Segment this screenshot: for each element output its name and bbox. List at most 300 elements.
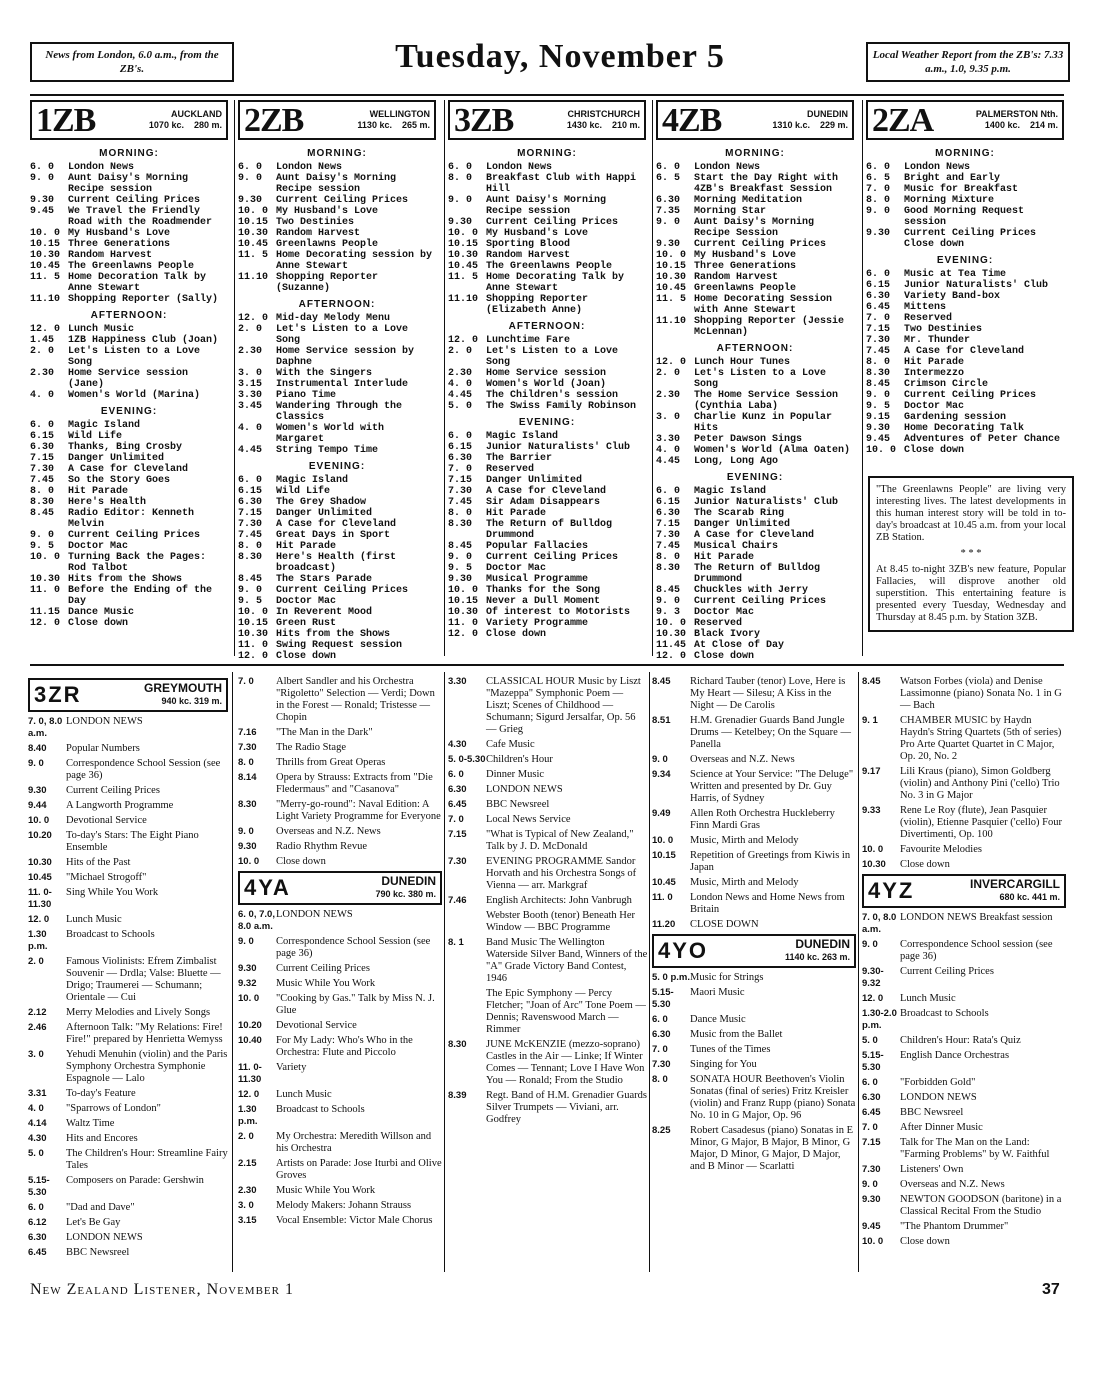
- programme-title: Home Decorating session by Anne Stewart: [276, 250, 433, 272]
- programme-time: 6.30: [30, 442, 55, 453]
- programme-time: 10.30: [28, 857, 52, 868]
- programme-time: 10. 0: [656, 250, 687, 261]
- programme-item: [28, 830, 228, 854]
- column-divider: [862, 100, 863, 656]
- programme-title: To-day's Stars: The Eight Piano Ensemble: [66, 830, 199, 853]
- programme-time: 2. 0: [30, 346, 55, 357]
- programme-item: [238, 497, 436, 508]
- programme-title: Let's Listen to a Love Song: [68, 346, 201, 368]
- programme-time: 10.40: [238, 1035, 262, 1046]
- programme-time: 9. 1: [862, 715, 878, 726]
- programme-item: [30, 250, 228, 261]
- programme-item: [30, 618, 228, 629]
- programme-title: Current Ceiling Prices: [68, 530, 201, 541]
- programme-time: 11.10: [448, 294, 479, 305]
- programme-title: LONDON NEWS: [276, 909, 353, 920]
- programme-title: A Langworth Programme: [66, 800, 174, 811]
- programme-item: [656, 596, 854, 607]
- programme-item: [28, 1133, 228, 1145]
- programme-time: 2.30: [448, 368, 473, 379]
- programme-time: 9. 5: [866, 401, 891, 412]
- notice-paragraph: At 8.45 to-night 3ZB's new feature, Popular Fallacies, will disprove another old superstition. This entertaining feature is presented every Tuesday, Wednesday and Thursday at 8.45 p.m. by Station 3ZB.: [876, 564, 1066, 623]
- programme-time: 10. 0: [30, 228, 61, 239]
- programme-time: 6. 0: [238, 162, 263, 173]
- programme-title: CLOSE DOWN: [690, 919, 759, 930]
- programme-item: [28, 857, 228, 869]
- zb-station-column: [448, 100, 646, 660]
- programme-title: My Husband's Love: [68, 228, 171, 239]
- programme-time: 12. 0: [448, 629, 479, 640]
- programme-title: Long, Long Ago: [694, 456, 779, 467]
- programme-title: The Home Service Session (Cynthia Laba): [694, 390, 839, 412]
- programme-item: [28, 800, 228, 812]
- programme-title: Waltz Time: [66, 1118, 115, 1129]
- programme-item: [448, 486, 646, 497]
- programme-title: Random Harvest: [68, 250, 153, 261]
- programme-item: [238, 368, 436, 379]
- station-frequency: 680 kc. 441 m.: [999, 892, 1060, 902]
- programme-time: 10.45: [30, 261, 61, 272]
- programme-title: Charlie Kunz in Popular Hits: [694, 412, 833, 434]
- programme-title: Variety: [276, 1062, 307, 1073]
- programme-item: [448, 239, 646, 250]
- wavelength: 214 m.: [1029, 120, 1058, 130]
- programme-item: [28, 1103, 228, 1115]
- programme-time: 8.30: [238, 799, 257, 810]
- station-callsign: 3ZR: [34, 682, 82, 707]
- programme-title: Variety Band-box: [904, 291, 1001, 302]
- programme-time: 8.40: [28, 743, 47, 754]
- programme-title: Greenlawns People: [276, 239, 379, 250]
- programme-time: 7. 0: [652, 1044, 668, 1055]
- programme-title: Shopping Reporter (Jessie McLennan): [694, 316, 845, 338]
- programme-title: Radio Editor: Kenneth Melvin: [68, 508, 195, 530]
- programme-item: [866, 335, 1064, 346]
- programme-time: 10.30: [448, 250, 479, 261]
- programme-time: 10.15: [448, 239, 479, 250]
- programme-title: Popular Numbers: [66, 743, 140, 754]
- section-heading: MORNING:: [517, 148, 577, 159]
- programme-item: [28, 815, 228, 827]
- programme-title: Music for Breakfast: [904, 184, 1019, 195]
- programme-title: "Forbidden Gold": [900, 1077, 976, 1088]
- programme-item: [862, 766, 1066, 802]
- programme-title: English Dance Orchestras: [900, 1050, 1010, 1061]
- programme-item: [448, 676, 648, 736]
- programme-time: 6.12: [28, 1217, 47, 1228]
- programme-title: Danger Unlimited: [68, 453, 165, 464]
- programme-title: Shopping Reporter (Suzanne): [276, 272, 379, 294]
- programme-title: Lunch Hour Tunes: [694, 357, 791, 368]
- programme-title: Aunt Daisy's Morning Recipe Session: [694, 217, 815, 239]
- programme-time: 2. 0: [238, 1131, 254, 1142]
- programme-title: Good Morning Request session: [904, 206, 1025, 228]
- programme-title: Green Rust: [276, 618, 337, 629]
- programme-item: [448, 937, 648, 985]
- programme-title: The Children's Hour: Streamline Fairy Tales: [66, 1148, 228, 1171]
- station-city: DUNEDIN: [806, 109, 848, 119]
- station-header: [30, 100, 228, 140]
- programme-time: 10. 0: [652, 835, 674, 846]
- programme-item: [238, 272, 436, 294]
- programme-time: 2.30: [238, 346, 263, 357]
- programme-item: [30, 508, 228, 530]
- programme-title: BBC Newsreel: [486, 799, 550, 810]
- programme-title: Variety Programme: [486, 618, 589, 629]
- programme-time: 8. 0: [30, 486, 55, 497]
- section-heading: MORNING:: [935, 148, 995, 159]
- programme-title: Junior Naturalists' Club: [486, 442, 631, 453]
- programme-title: My Orchestra: Meredith Willson and his Orchestra: [276, 1131, 432, 1154]
- programme-item: [238, 651, 436, 660]
- programme-item: [448, 910, 648, 934]
- section-rule: [30, 664, 1064, 666]
- programme-time: 9. 0: [28, 758, 44, 769]
- programme-item: [656, 651, 854, 660]
- programme-title: Afternoon Talk: "My Relations: Fire! Fire!" prepared by Henrietta Wemyss: [66, 1022, 223, 1045]
- programme-title: LONDON NEWS: [900, 1092, 977, 1103]
- zb-station-column: [238, 100, 436, 660]
- programme-time: 6. 0: [866, 162, 891, 173]
- programme-title: LONDON NEWS: [66, 1232, 143, 1243]
- programme-title: The Radio Stage: [276, 742, 346, 753]
- programme-time: 9. 0: [656, 596, 681, 607]
- programme-title: Home Decorating Session with Anne Stewart: [694, 294, 833, 316]
- programme-item: [448, 769, 648, 781]
- programme-time: 6.45: [862, 1107, 881, 1118]
- programme-title: Lunchtime Fare: [486, 335, 571, 346]
- programme-title: Melody Makers: Johann Strauss: [276, 1200, 412, 1211]
- programme-item: [28, 1232, 228, 1244]
- programme-time: 7. 0: [238, 676, 254, 687]
- programme-title: Music at Tea Time: [904, 269, 1007, 280]
- programme-item: [656, 294, 854, 316]
- station-banner: [862, 874, 1066, 908]
- programme-item: [862, 966, 1066, 990]
- programme-title: Wandering Through the Classics: [276, 401, 403, 423]
- programme-time: 12. 0: [238, 651, 269, 660]
- programme-title: Reserved: [904, 313, 953, 324]
- programme-item: [862, 676, 1066, 712]
- programme-title: Let's Be Gay: [66, 1217, 121, 1228]
- programme-title: The Greenlawns People: [486, 261, 613, 272]
- programme-item: [656, 629, 854, 640]
- programme-item: [656, 486, 854, 497]
- programme-title: Reserved: [486, 464, 535, 475]
- programme-time: 8.45: [866, 379, 891, 390]
- programme-item: [28, 1088, 228, 1100]
- programme-item: [652, 1059, 856, 1071]
- programme-time: 6.15: [30, 431, 55, 442]
- programme-time: 7.45: [238, 530, 263, 541]
- programme-time: 2.30: [30, 368, 55, 379]
- programme-title: BBC Newsreel: [66, 1247, 130, 1258]
- programme-title: A Case for Cleveland: [486, 486, 607, 497]
- programme-time: 9.30: [448, 574, 473, 585]
- programme-item: [238, 963, 442, 975]
- programme-item: [656, 618, 854, 629]
- programme-title: LONDON NEWS Breakfast session: [900, 912, 1053, 923]
- station-frequency: [101, 120, 222, 131]
- programme-item: [656, 519, 854, 530]
- wavelength: 229 m.: [819, 120, 848, 130]
- programme-title: Never a Dull Moment: [486, 596, 601, 607]
- footer-publication: New Zealand Listener, November 1: [30, 1281, 294, 1298]
- programme-time: 2.30: [238, 1185, 257, 1196]
- programme-title: Robert Casadesus (piano) Sonatas in E Minor, G Major, B Major, B Minor, G Major, D Minor, G Major, D Major, and B Minor — Scarlatti: [690, 1125, 854, 1172]
- programme-time: 10. 0: [866, 445, 897, 456]
- programme-time: 2.46: [28, 1022, 47, 1033]
- programme-title: Current Ceiling Prices: [66, 785, 160, 796]
- programme-time: 3. 0: [238, 1200, 254, 1211]
- programme-time: 10.45: [656, 283, 687, 294]
- programme-time: 7.45: [30, 475, 55, 486]
- programme-title: Hit Parade: [694, 552, 755, 563]
- programme-title: Doctor Mac: [276, 596, 337, 607]
- programme-time: 9.30-9.32: [862, 966, 884, 989]
- programme-item: [448, 563, 646, 574]
- programme-time: 10.45: [238, 239, 269, 250]
- programme-item: [30, 497, 228, 508]
- programme-item: [448, 379, 646, 390]
- programme-item: [862, 1122, 1066, 1134]
- programme-item: [866, 206, 1064, 228]
- programme-item: [866, 195, 1064, 206]
- programme-item: [656, 607, 854, 618]
- programme-title: Breakfast Club with Happi Hill: [486, 173, 637, 195]
- programme-item: [238, 1200, 442, 1212]
- programme-time: 3.30: [448, 676, 467, 687]
- programme-item: [238, 1104, 442, 1128]
- programme-item: [652, 808, 856, 832]
- programme-title: The Return of Bulldog Drummond: [694, 563, 821, 585]
- section-heading: EVENING:: [726, 472, 784, 483]
- programme-title: Music, Mirth and Melody: [690, 877, 799, 888]
- programme-time: 9. 5: [30, 541, 55, 552]
- programme-title: Current Ceiling Prices: [276, 195, 409, 206]
- programme-title: The Return of Bulldog Drummond: [486, 519, 613, 541]
- programme-item: [866, 423, 1064, 434]
- programme-title: Start the Day Right with 4ZB's Breakfast Session: [694, 173, 839, 195]
- programme-title: Junior Naturalists' Club: [694, 497, 839, 508]
- programme-item: [448, 368, 646, 379]
- programme-time: 11. 5: [656, 294, 687, 305]
- programme-time: 7.15: [238, 508, 263, 519]
- programme-item: [862, 1008, 1066, 1032]
- programme-item: [656, 261, 854, 272]
- programme-title: Famous Violinists: Efrem Zimbalist Souvenir — Drdla; Valse: Bluette — Drigo; Traumerei — Schumann; Orientale — Cui: [66, 956, 221, 1003]
- column-divider: [649, 672, 650, 1272]
- programme-item: [30, 294, 228, 305]
- programme-item: [30, 346, 228, 368]
- programme-title: Magic Island: [694, 486, 767, 497]
- programme-time: 8.45: [238, 574, 263, 585]
- programme-title: Before the Ending of the Day: [68, 585, 213, 607]
- programme-title: Hit Parade: [486, 508, 547, 519]
- programme-title: Music While You Work: [276, 978, 376, 989]
- programme-item: [238, 676, 442, 724]
- programme-time: 8.30: [448, 1039, 467, 1050]
- programme-item: [448, 346, 646, 368]
- programme-item: [652, 892, 856, 916]
- programme-item: [30, 173, 228, 195]
- programme-item: [238, 217, 436, 228]
- programme-item: [448, 228, 646, 239]
- programme-title: Albert Sandler and his Orchestra "Rigoletto" Selection — Verdi; Down in the Forest — Ronald; Tristesse — Chopin: [276, 676, 435, 723]
- programme-item: [238, 607, 436, 618]
- programme-time: [448, 988, 486, 1036]
- programme-time: 10. 0: [862, 844, 884, 855]
- station-callsign: 1ZB: [36, 101, 96, 139]
- programme-title: Merry Melodies and Lively Songs: [66, 1007, 211, 1018]
- programme-title: Broadcast to Schools: [276, 1104, 365, 1115]
- programme-item: [238, 993, 442, 1017]
- programme-time: 10.15: [656, 261, 687, 272]
- programme-time: 6.30: [866, 291, 891, 302]
- station-frequency: [309, 120, 430, 131]
- programme-item: [30, 228, 228, 239]
- programme-time: 1.45: [30, 335, 55, 346]
- programme-title: Junior Naturalists' Club: [904, 280, 1049, 291]
- programme-time: 9.45: [30, 206, 55, 217]
- station-callsign: 2ZB: [244, 101, 304, 139]
- programme-item: [656, 368, 854, 390]
- programme-title: The Greenlawns People: [68, 261, 195, 272]
- programme-time: 7.30: [238, 519, 263, 530]
- programme-title: Women's World (Marina): [68, 390, 201, 401]
- frequency: 1310 k.c.: [772, 120, 810, 130]
- programme-time: 6. 0: [448, 769, 464, 780]
- programme-time: 9.30: [30, 195, 55, 206]
- programme-time: 10.45: [652, 877, 676, 888]
- 4ya-column: [238, 676, 442, 1296]
- programme-title: Webster Booth (tenor) Beneath Her Window — BBC Programme: [486, 910, 636, 933]
- programme-title: Black Ivory: [694, 629, 761, 640]
- programme-title: Random Harvest: [486, 250, 571, 261]
- programme-item: [448, 607, 646, 618]
- programme-time: 2. 0: [656, 368, 681, 379]
- programme-item: [238, 757, 442, 769]
- programme-time: 8.30: [30, 497, 55, 508]
- programme-item: [30, 453, 228, 464]
- programme-title: Home Decorating Talk by Anne Stewart: [486, 272, 625, 294]
- programme-item: [448, 250, 646, 261]
- programme-title: "The Phantom Drummer": [900, 1221, 1009, 1232]
- programme-item: [28, 716, 228, 740]
- programme-time: 6. 0: [656, 486, 681, 497]
- programme-title: Close down: [276, 856, 326, 867]
- programme-title: Correspondence School session (see page 36): [900, 939, 1053, 962]
- programme-title: Hit Parade: [904, 357, 965, 368]
- programme-item: [866, 324, 1064, 335]
- programme-time: 6.30: [238, 497, 263, 508]
- programme-item: [656, 206, 854, 217]
- programme-title: Let's Listen to a Love Song: [486, 346, 619, 368]
- programme-title: Dinner Music: [486, 769, 545, 780]
- programme-item: [448, 799, 648, 811]
- programme-time: 2.12: [28, 1007, 47, 1018]
- programme-time: 7.15: [866, 324, 891, 335]
- programme-time: 7.15: [448, 475, 473, 486]
- programme-item: [30, 261, 228, 272]
- programme-time: 9.34: [652, 769, 671, 780]
- programme-item: [448, 856, 648, 892]
- programme-time: 2. 0: [448, 346, 473, 357]
- programme-time: 9. 3: [656, 607, 681, 618]
- programme-item: [28, 1202, 228, 1214]
- programme-time: 8. 0: [238, 541, 263, 552]
- programme-title: For My Lady: Who's Who in the Orchestra: Flute and Piccolo: [276, 1035, 413, 1058]
- programme-title: Devotional Service: [276, 1020, 357, 1031]
- programme-title: Hits of the Past: [66, 857, 131, 868]
- programme-title: The Grey Shadow: [276, 497, 367, 508]
- programme-title: Mr. Thunder: [904, 335, 971, 346]
- programme-time: 9. 0: [238, 936, 254, 947]
- programme-item: [238, 1131, 442, 1155]
- programme-time: 8.30: [448, 519, 473, 530]
- programme-time: 7. 0: [862, 1122, 878, 1133]
- programme-time: 4. 0: [448, 379, 473, 390]
- programme-item: [448, 497, 646, 508]
- programme-item: [862, 939, 1066, 963]
- programme-item: [862, 1236, 1066, 1248]
- programme-item: [30, 420, 228, 431]
- programme-time: 3. 0: [238, 368, 263, 379]
- programme-time: 12. 0: [448, 335, 479, 346]
- programme-title: Intermezzo: [904, 368, 965, 379]
- programme-time: 3.15: [238, 1215, 257, 1226]
- programme-title: Close down: [486, 629, 547, 640]
- programme-item: [862, 844, 1066, 856]
- programme-time: 10.20: [28, 830, 52, 841]
- programme-title: Singing for You: [690, 1059, 757, 1070]
- programme-time: 4.45: [448, 390, 473, 401]
- programme-title: "Dad and Dave": [66, 1202, 135, 1213]
- programme-time: 6. 0: [866, 269, 891, 280]
- programme-title: Overseas and N.Z. News: [690, 754, 795, 765]
- programme-time: 11. 0-11.30: [238, 1062, 262, 1085]
- programme-item: [652, 919, 856, 931]
- programme-time: 4. 0: [238, 423, 263, 434]
- programme-item: [862, 993, 1066, 1005]
- programme-time: 7.45: [866, 346, 891, 357]
- programme-title: Doctor Mac: [486, 563, 547, 574]
- programme-time: 9.45: [862, 1221, 881, 1232]
- programme-item: [862, 1221, 1066, 1233]
- programme-title: Thanks for the Song: [486, 585, 601, 596]
- programme-item: [238, 596, 436, 607]
- programme-title: The Scarab Ring: [694, 508, 785, 519]
- programme-item: [238, 585, 436, 596]
- programme-item: [30, 368, 228, 390]
- section-heading: EVENING:: [518, 417, 576, 428]
- programme-time: 11.10: [238, 272, 269, 283]
- programme-time: 11.10: [656, 316, 687, 327]
- programme-time: 6. 0: [652, 1014, 668, 1025]
- programme-title: "The Man in the Dark": [276, 727, 373, 738]
- station-frequency: [727, 120, 848, 131]
- programme-time: 8. 0: [448, 508, 473, 519]
- station-city: INVERCARGILL: [970, 877, 1060, 891]
- programme-time: 1.30 p.m.: [28, 929, 48, 952]
- programme-item: [448, 629, 646, 640]
- programme-item: [28, 1049, 228, 1085]
- programme-time: 9.30: [238, 841, 257, 852]
- programme-time: 10.30: [862, 859, 886, 870]
- programme-title: Correspondence School Session (see page 36): [66, 758, 221, 781]
- programme-title: Close down: [900, 859, 950, 870]
- programme-item: [448, 272, 646, 294]
